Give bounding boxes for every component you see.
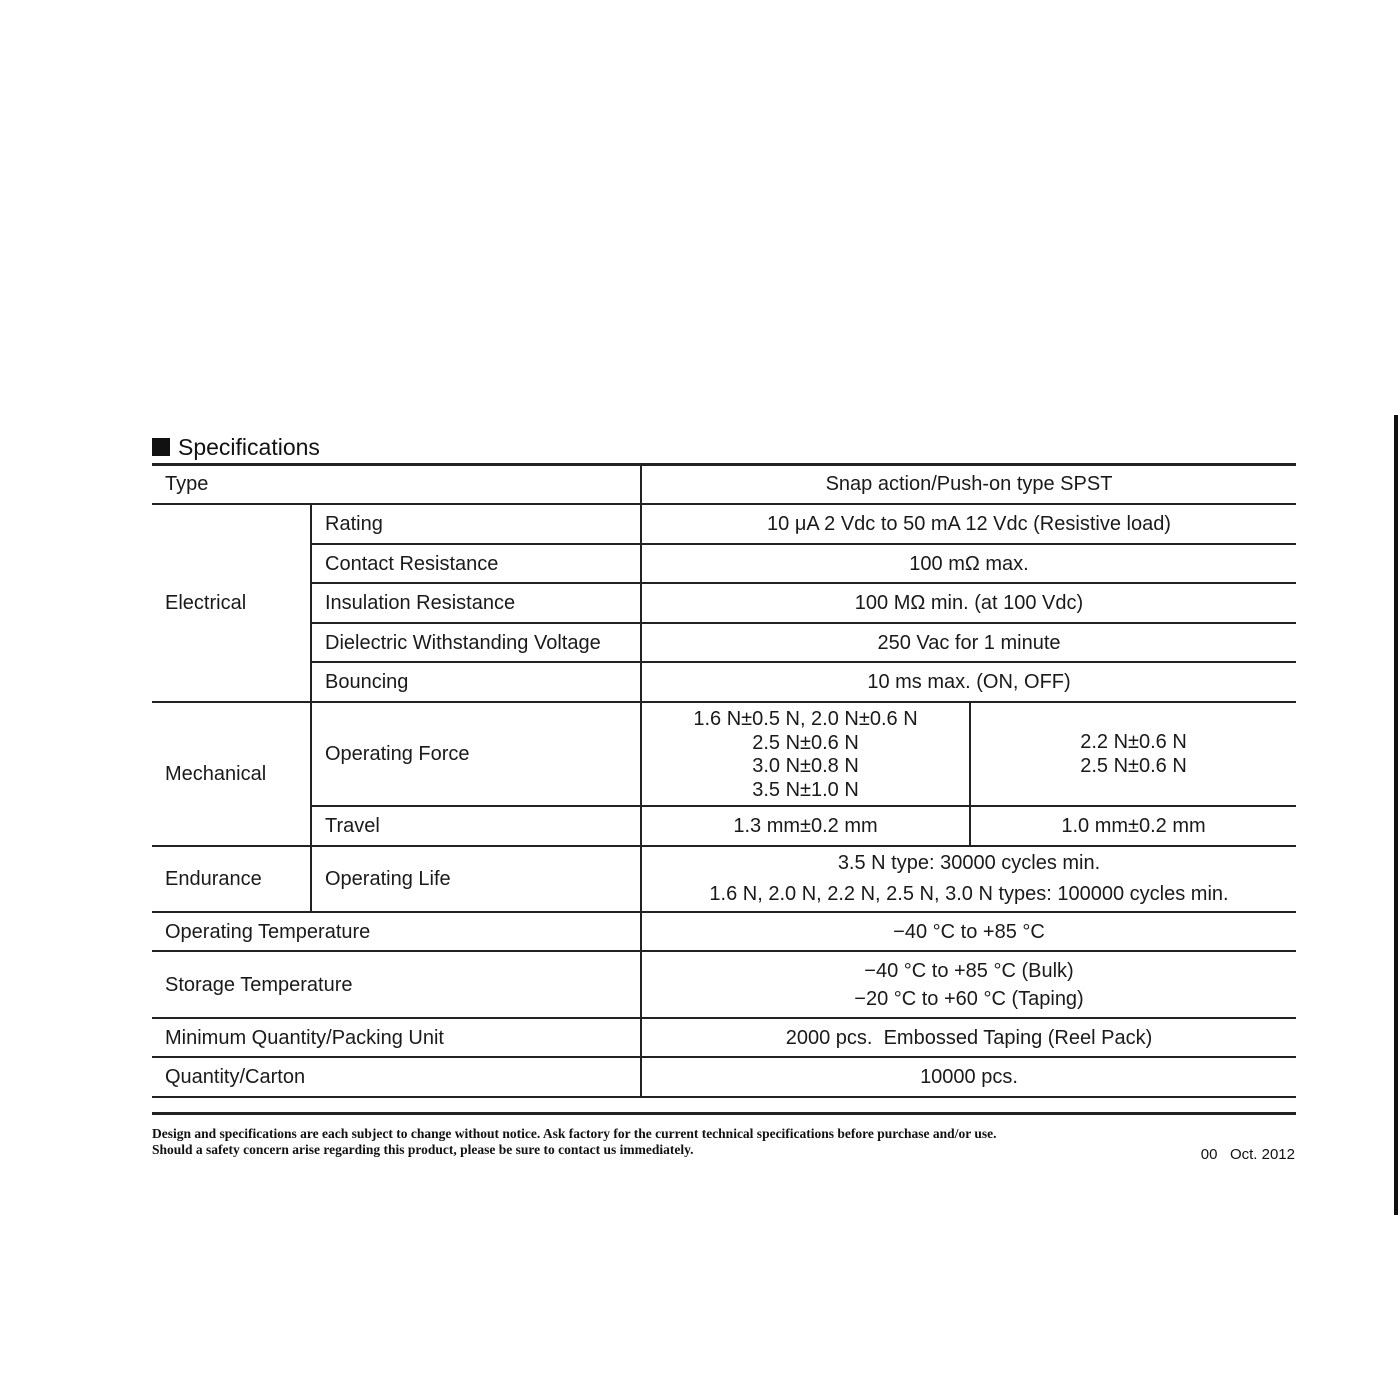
operating-force-col2-line: 2.5 N±0.6 N xyxy=(1080,755,1187,777)
min-quantity-label: Minimum Quantity/Packing Unit xyxy=(165,1026,444,1049)
operating-force-col2-line: 2.2 N±0.6 N xyxy=(1080,731,1187,753)
storage-temperature-line: −20 °C to +60 °C (Taping) xyxy=(854,987,1084,1010)
operating-force-label: Operating Force xyxy=(325,743,470,765)
issue-date: Oct. 2012 xyxy=(1229,1146,1295,1163)
storage-temperature-label: Storage Temperature xyxy=(165,973,353,996)
type-value: Snap action/Push-on type SPST xyxy=(825,473,1113,495)
dielectric-voltage-label: Dielectric Withstanding Voltage xyxy=(325,631,601,654)
operating-force-col1-line: 3.0 N±0.8 N xyxy=(752,755,859,777)
footer-revision-date xyxy=(1150,1146,1295,1163)
endurance-group-label: Endurance xyxy=(165,868,262,890)
insulation-resistance-label: Insulation Resistance xyxy=(325,592,516,614)
rating-label: Rating xyxy=(325,513,383,535)
operating-force-col1 xyxy=(642,705,969,805)
mechanical-group-label: Mechanical xyxy=(165,763,267,785)
section-title: Specifications xyxy=(178,433,320,460)
quantity-carton-label: Quantity/Carton xyxy=(165,1066,306,1088)
footer-disclaimer xyxy=(152,1126,996,1158)
min-quantity-value: 2000 pcs. Embossed Taping (Reel Pack) xyxy=(785,1026,1153,1049)
type-label: Type xyxy=(165,473,209,495)
disclaimer-line: Should a safety concern arise regarding this product, please be sure to contact us immediately. xyxy=(152,1142,694,1157)
contact-resistance-label: Contact Resistance xyxy=(325,552,499,575)
operating-life-label: Operating Life xyxy=(325,868,451,890)
operating-temperature-label: Operating Temperature xyxy=(165,920,371,943)
storage-temperature-line: −40 °C to +85 °C (Bulk) xyxy=(864,959,1074,982)
electrical-group-label: Electrical xyxy=(165,592,247,614)
bouncing-label: Bouncing xyxy=(325,671,409,693)
travel-col2: 1.0 mm±0.2 mm xyxy=(1061,815,1206,837)
footer-rule xyxy=(152,1112,1296,1115)
bouncing-value: 10 ms max. (ON, OFF) xyxy=(867,671,1071,693)
storage-temperature-value xyxy=(642,952,1296,1017)
travel-col1: 1.3 mm±0.2 mm xyxy=(733,815,878,837)
quantity-carton-value: 10000 pcs. xyxy=(920,1066,1018,1088)
operating-force-col1-line: 2.5 N±0.6 N xyxy=(752,731,859,754)
travel-label: Travel xyxy=(325,815,380,837)
operating-life-line: 1.6 N, 2.0 N, 2.2 N, 2.5 N, 3.0 N types: 100000 cycles min. xyxy=(709,883,1229,905)
section-heading xyxy=(152,432,320,462)
operating-temperature-value: −40 °C to +85 °C xyxy=(893,920,1045,943)
rating-value: 10 μA 2 Vdc to 50 mA 12 Vdc (Resistive load) xyxy=(767,513,1171,535)
table-bottom-rule xyxy=(152,1096,1296,1098)
operating-life-line: 3.5 N type: 30000 cycles min. xyxy=(837,852,1101,874)
operating-force-col1-line: 1.6 N±0.5 N, 2.0 N±0.6 N xyxy=(693,708,918,730)
square-bullet-icon xyxy=(152,438,170,456)
insulation-resistance-value: 100 MΩ min. (at 100 Vdc) xyxy=(854,592,1084,614)
contact-resistance-value: 100 mΩ max. xyxy=(909,552,1029,575)
disclaimer-line: Design and specifications are each subject to change without notice. Ask factory for the current technical specifications before purchase and/or use. xyxy=(152,1126,997,1141)
operating-force-col1-line: 3.5 N±1.0 N xyxy=(752,778,859,801)
page-edge-border xyxy=(1394,415,1398,1215)
operating-life-value xyxy=(642,847,1296,911)
dielectric-voltage-value: 250 Vac for 1 minute xyxy=(877,631,1061,654)
operating-force-col2 xyxy=(971,703,1296,805)
revision-number: 00 xyxy=(1200,1146,1218,1163)
